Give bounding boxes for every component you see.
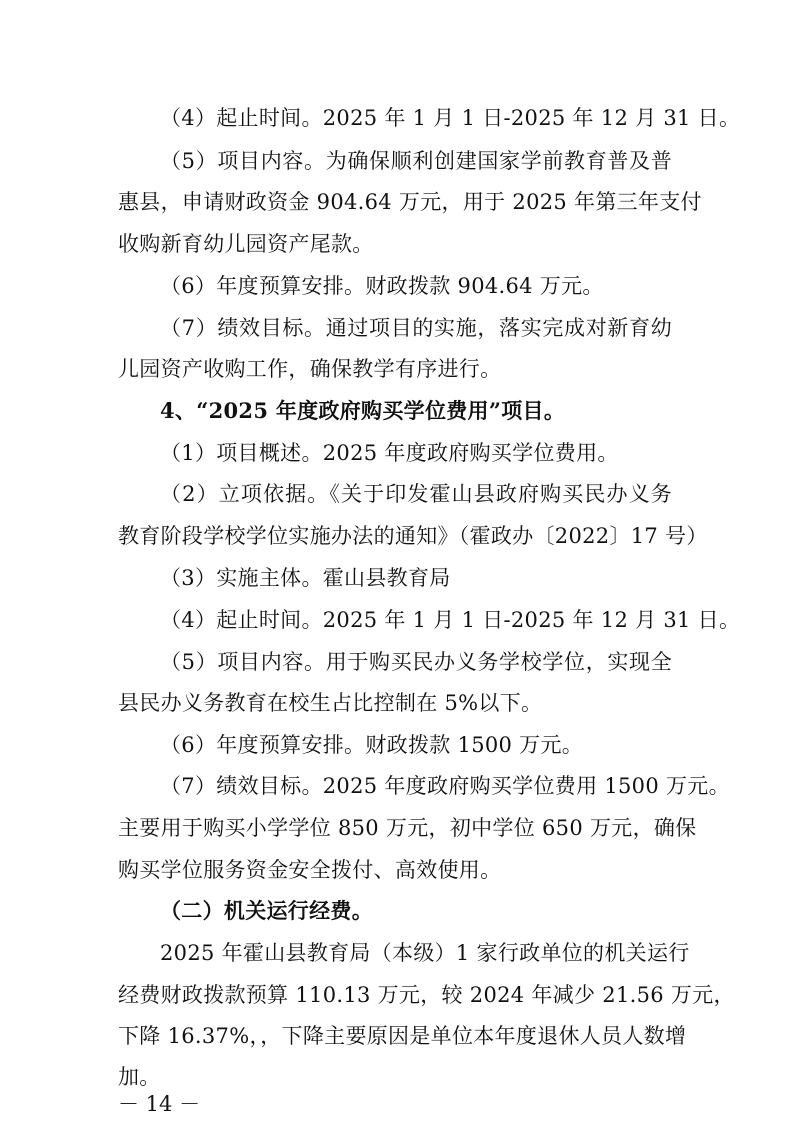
paragraph-line: （7）绩效目标。2025 年度政府购买学位费用 1500 万元。 [160, 774, 730, 798]
paragraph-line: 下降 16.37%，，下降主要原因是单位本年度退休人员人数增 [118, 1024, 687, 1048]
paragraph-line: 惠县，申请财政资金 904.64 万元，用于 2025 年第三年支付 [118, 190, 702, 214]
paragraph-line: （2）立项依据。《关于印发霍山县政府购买民办义务 [160, 482, 672, 506]
paragraph-line: 收购新育幼儿园资产尾款。 [118, 232, 374, 256]
paragraph-line: （6）年度预算安排。财政拨款 904.64 万元。 [160, 274, 604, 298]
paragraph-line: （6）年度预算安排。财政拨款 1500 万元。 [160, 733, 584, 757]
paragraph-line: 儿园资产收购工作，确保教学有序进行。 [118, 357, 502, 381]
paragraph-line: （1）项目概述。2025 年度政府购买学位费用。 [160, 441, 619, 465]
paragraph-line: 县民办义务教育在校生占比控制在 5%以下。 [118, 691, 543, 715]
page-number: － 14 － [118, 1092, 201, 1116]
paragraph-line: 购买学位服务资金安全拨付、高效使用。 [118, 858, 502, 882]
paragraph-line: （5）项目内容。用于购买民办义务学校学位，实现全 [160, 650, 672, 674]
paragraph-line: 加。 [118, 1065, 161, 1089]
paragraph-line: 教育阶段学校学位实施办法的通知》（霍政办〔2022〕17 号） [118, 524, 708, 548]
paragraph-line: 2025 年霍山县教育局（本级）1 家行政单位的机关运行 [160, 941, 690, 965]
section-heading: 4、“2025 年度政府购买学位费用”项目。 [160, 398, 566, 423]
paragraph-line: （5）项目内容。为确保顺利创建国家学前教育普及普 [160, 149, 672, 173]
paragraph-line: （3）实施主体。霍山县教育局 [160, 566, 451, 590]
paragraph-line: （7）绩效目标。通过项目的实施，落实完成对新育幼 [160, 316, 672, 340]
paragraph-line: （4）起止时间。2025 年 1 月 1 日-2025 年 12 月 31 日。 [160, 106, 741, 130]
paragraph-line: （4）起止时间。2025 年 1 月 1 日-2025 年 12 月 31 日。 [160, 608, 741, 632]
section-heading: （二）机关运行经费。 [160, 898, 373, 923]
paragraph-line: 经费财政拨款预算 110.13 万元，较 2024 年减少 21.56 万元， [118, 983, 735, 1007]
paragraph-line: 主要用于购买小学学位 850 万元，初中学位 650 万元，确保 [118, 816, 697, 840]
